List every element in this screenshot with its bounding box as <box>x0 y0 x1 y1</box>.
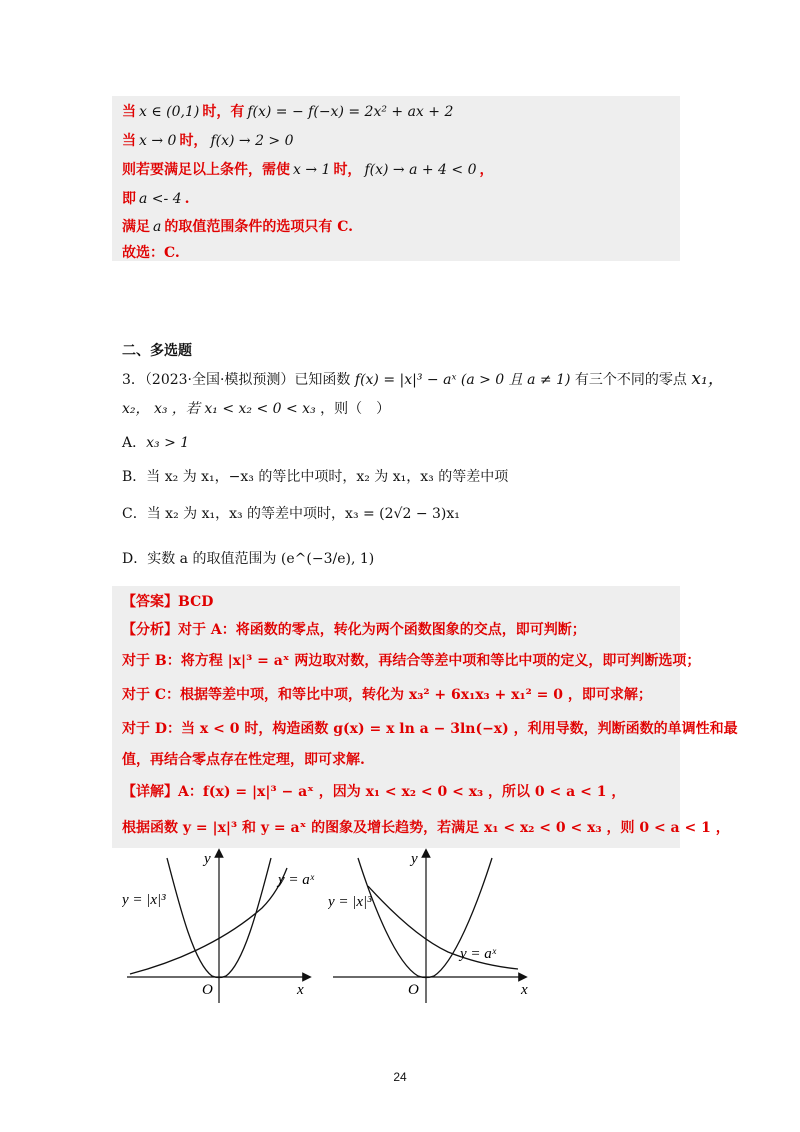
answer-label: 【答案】BCD <box>122 594 214 610</box>
graph-left <box>122 848 322 1008</box>
x-axis-label-right: x <box>521 982 528 998</box>
detail-line-1: 【详解】A：f(x) = |x|³ − aˣ ，因为 x₁ < x₂ < 0 < x₃ ，所以 0 < a < 1 ， <box>122 784 626 800</box>
option-d: D．实数 a 的取值范围为 (e^(−3/e), 1) <box>122 551 375 567</box>
analysis-line-2: 对于 B：将方程 |x|³ = aˣ 两边取对数，再结合等差中项和等比中项的定义，即可判断选项； <box>122 653 701 669</box>
analysis-line-5: 值，再结合零点存在性定理，即可求解. <box>122 752 365 768</box>
question-source: 3．（2023·全国·模拟预测）已知函数 <box>122 372 351 388</box>
page-number: 24 <box>393 1070 407 1084</box>
solution-line: 当 x → 0 时， f(x) → 2 > 0 <box>122 133 294 149</box>
analysis-line-1: 【分析】对于 A：将函数的零点，转化为两个函数图象的交点，即可判断； <box>122 622 586 638</box>
analysis-line-3: 对于 C：根据等差中项，和等比中项，转化为 x₃² + 6x₁x₃ + x₁² = 0 ，即可求解； <box>122 687 652 703</box>
question-line-2 <box>122 398 390 418</box>
section-title: 二、多选题 <box>122 343 192 359</box>
function-definition: f(x) = |x|³ − aˣ (a > 0 且 a ≠ 1) <box>354 372 571 388</box>
solution-line: 满足 a 的取值范围条件的选项只有 C. <box>122 219 354 235</box>
analysis-line-4: 对于 D：当 x < 0 时，构造函数 g(x) = x ln a − 3ln(−x) ，利用导数，判断函数的单调性和最 <box>122 721 738 737</box>
y-axis-label-left: y <box>204 851 211 867</box>
exp-label-left: y = aˣ <box>278 872 315 888</box>
curve-exp-left <box>130 868 287 974</box>
cubic-label-right: y = |x|³ <box>328 894 372 910</box>
solution-line: 即 a <- 4 . <box>122 191 190 207</box>
question-prompt: ，则（ ） <box>320 401 391 417</box>
y-axis-label-right: y <box>411 851 418 867</box>
origin-label-right: O <box>408 982 419 998</box>
origin-label-left: O <box>202 982 213 998</box>
exp-label-right: y = aˣ <box>460 946 497 962</box>
cubic-label-left: y = |x|³ <box>122 892 166 908</box>
solution-line: 当 x ∈ (0,1) 时，有 f(x) = − f(−x) = 2x² + ax + 2 <box>122 104 454 120</box>
graph-right <box>328 848 533 1008</box>
zero-x1: x₁， <box>691 369 725 389</box>
option-a: A．x₃ > 1 <box>122 435 190 451</box>
zero-order-condition: x₂， x₃ ，若 x₁ < x₂ < 0 < x₃ <box>122 401 316 417</box>
x-axis-label-left: x <box>297 982 304 998</box>
option-b: B．当 x₂ 为 x₁，−x₃ 的等比中项时，x₂ 为 x₁，x₃ 的等差中项 <box>122 469 509 485</box>
question-zeros-text: 有三个不同的零点 <box>574 372 687 388</box>
detail-line-2: 根据函数 y = |x|³ 和 y = aˣ 的图象及增长趋势，若满足 x₁ < x₂ < 0 < x₃ ，则 0 < a < 1 ， <box>122 820 730 836</box>
solution-line: 则若要满足以上条件，需使 x → 1 时， f(x) → a + 4 < 0 ， <box>122 162 494 178</box>
solution-line: 故选：C. <box>122 245 180 261</box>
question-line-1 <box>122 364 725 389</box>
option-c: C．当 x₂ 为 x₁，x₃ 的等差中项时，x₃ = (2√2 − 3)x₁ <box>122 506 460 522</box>
